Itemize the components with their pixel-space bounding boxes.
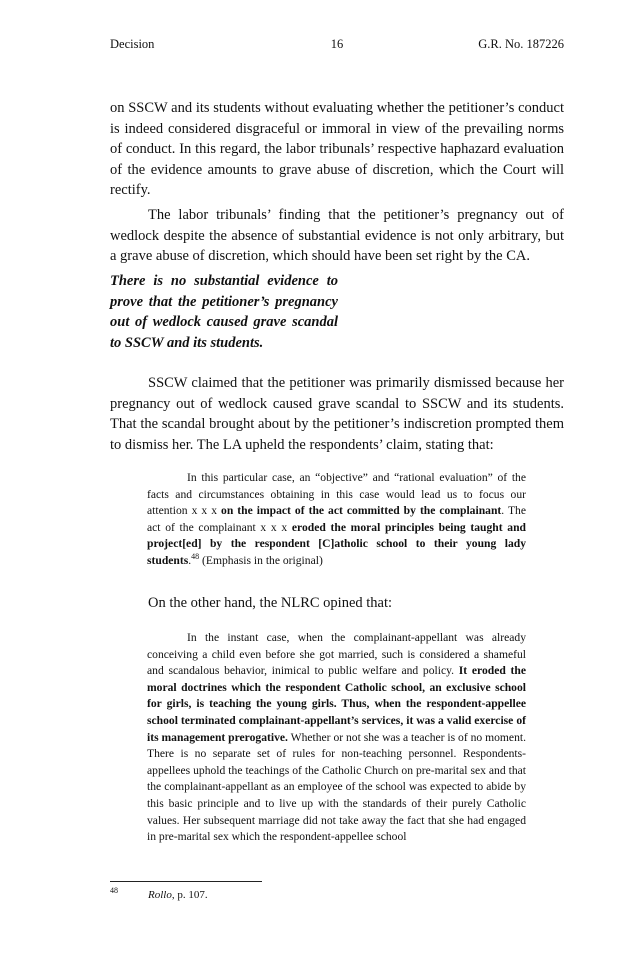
paragraph-sscw-claim: SSCW claimed that the petitioner was primarily dismissed because her pregnancy out of wedlock caused grave scandal to SSCW and its students. That the scandal brought about by the petitioner’s indiscretion prompted them to dismiss her. The LA upheld the respondents’ claim, stating that: — [110, 375, 564, 453]
block-quote-la: In this particular case, an “objective” and “rational evaluation” of the facts and circumstances obtaining in this case would lead us to focus our attention x x x on the impact of the act committed by the complainant. The act of the complainant x x x eroded the moral principles being taught and project[ed] by the respondent [C]atholic school to their young lady students.$^{48}$ (Emphasis in the original) — [147, 471, 526, 567]
paragraph-continuation: on SSCW and its students without evaluating whether the petitioner’s conduct is indeed considered disgraceful or immoral in view of the prevailing norms of conduct. In this regard, the labor tribunals’ respective haphazard evaluation of the evidence amounts to grave abuse of discretion, which the Court will rectify. — [110, 100, 564, 199]
block-quote-nlrc: In the instant case, when the complainant-appellant was already conceiving a child even before she got married, such is considered a shameful and scandalous behavior, inimical to public welfare and policy. It eroded the moral doctrines which the respondent Catholic school, an exclusive school for girls, is teaching the young girls. Thus, when the respondent-appellee school terminated complainant-appellant’s services, it was a valid exercise of its management prerogative. Whether or not she was a teacher is of no moment. There is no separate set of rules for non-teaching personnel. Respondents-appellees uphold the teachings of the Catholic Church on pre-marital sex and that the complainant-appellant as an employee of the school was expected to abide by this basic principle and to live up with the standards of their purely Catholic values. Her subsequent marriage did not take away the fact that she had engaged in pre-marital sex which the respondent-appellee school — [147, 631, 527, 844]
paragraph-labor-tribunals: The labor tribunals’ finding that the petitioner’s pregnancy out of wedlock despite the absence of substantial evidence is not only arbitrary, but a grave abuse of discretion, which should have been set right by the CA. — [110, 207, 564, 265]
document-type: Decision — [110, 37, 155, 51]
emphasis: on the impact of the act committed by the complainant — [221, 504, 502, 518]
footnote-divider — [110, 881, 262, 882]
case-number: G.R. No. 187226 — [478, 37, 564, 51]
footnote-source: Rollo — [148, 889, 172, 901]
page-header — [110, 37, 564, 55]
page-number: 16 — [330, 37, 344, 51]
footnote-number: 48 — [110, 886, 118, 895]
footnote-reference: 48 — [191, 552, 200, 562]
emphasis: It eroded the moral doctrines which the respondent Catholic school, an exclusive school for girls, is teaching the young girls. Thus, when the respondent-appellee school terminated complainant-appellant’s services, it was a valid exercise of its management prerogative. — [147, 664, 527, 744]
section-heading: There is no substantial evidence to prove that the petitioner’s pregnancy out of wedlock caused grave scandal to SSCW and its students. — [110, 273, 338, 351]
paragraph-nlrc: On the other hand, the NLRC opined that: — [148, 595, 393, 611]
footnote-page: , p. 107. — [171, 889, 208, 901]
emphasis: eroded the moral principles being taught and project[ed] by the respondent [C]atholic school to their young lady students — [147, 520, 526, 567]
